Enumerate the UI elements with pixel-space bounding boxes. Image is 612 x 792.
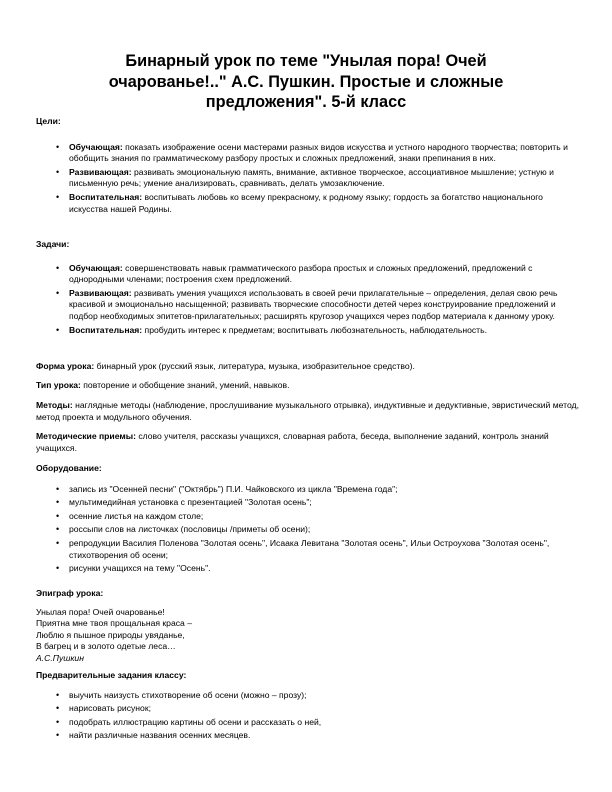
- title-line-2: очарованье!.." А.С. Пушкин. Простые и сложные: [108, 72, 504, 91]
- list-item: [36, 263, 581, 286]
- item-label: Обучающая:: [69, 141, 123, 152]
- poem-author: А.С.Пушкин: [36, 652, 84, 663]
- list-item: • мультимедийная установка с презентацией "Золотая осень";: [36, 497, 581, 509]
- form-label: Форма урока:: [36, 361, 95, 371]
- equipment-section: [36, 463, 581, 577]
- item-text: пробудить интерес к предметам; воспитывать любознательность, наблюдательность.: [142, 324, 487, 335]
- list-item: [36, 288, 581, 323]
- list-item: • нарисовать рисунок;: [36, 703, 581, 715]
- prelim-heading: Предварительные задания классу:: [36, 670, 187, 680]
- item-label: Развивающая:: [69, 166, 132, 177]
- title-line-3: предложения". 5-й класс: [205, 93, 407, 111]
- list-item: • подобрать иллюстрацию картины об осени и рассказать о ней,: [36, 717, 581, 729]
- form-text: бинарный урок (русский язык, литература, музыка, изобразительное средство).: [94, 361, 415, 371]
- tasks-list: [36, 263, 581, 337]
- type-text: повторение и обобщение знаний, умений, навыков.: [80, 380, 290, 390]
- poem-line: Приятна мне твоя прощальная краса –: [36, 618, 192, 629]
- prelim-section: [36, 670, 581, 744]
- lesson-techniques: [36, 431, 581, 454]
- prelim-list: [36, 690, 581, 742]
- item-text: показать изображение осени мастерами разных видов искусства и устного народного творчества; повторить и обобщить знания по грамматическому разбору простых и сложных предложений, знаки препинания в них.: [69, 141, 568, 164]
- list-item: [36, 142, 581, 165]
- goals-list: [36, 142, 581, 216]
- list-item: • рисунки учащихся на тему "Осень".: [36, 563, 581, 575]
- equipment-heading: Оборудование:: [36, 463, 102, 473]
- item-text: развивать эмоциональную память, внимание, активное творческое, ассоциативное мышление; устную и письменную речь; умение анализировать, сравнивать, делать умозаключение.: [69, 166, 554, 189]
- lesson-form: [36, 361, 581, 373]
- lesson-methods: [36, 400, 581, 423]
- list-item: [36, 192, 581, 215]
- poem-line: Унылая пора! Очей очарованье!: [36, 606, 165, 617]
- list-item: • запись из "Осенней песни" ("Октябрь") П.И. Чайковского из цикла "Времена года";: [36, 484, 581, 496]
- goals-heading: Цели:: [36, 116, 61, 126]
- list-item: [36, 325, 581, 337]
- techniques-text: слово учителя, рассказы учащихся, словарная работа, беседа, выполнение заданий, контроль знаний учащихся.: [36, 431, 549, 453]
- epigraph-section: [36, 588, 581, 665]
- poem-line: В багрец и в золото одетые леса…: [36, 641, 176, 652]
- list-item: • найти различные названия осенних месяцев.: [36, 730, 581, 742]
- title-line-1: Бинарный урок по теме "Унылая пора! Очей: [125, 52, 487, 70]
- item-label: Развивающая:: [69, 287, 132, 298]
- type-label: Тип урока:: [36, 380, 81, 390]
- goals-section: [36, 116, 581, 217]
- methods-label: Методы:: [36, 400, 73, 410]
- item-text: воспитывать любовь ко всему прекрасному, к родному языку; гордость за богатство национального искусства нашей Родины.: [69, 191, 543, 214]
- lesson-type: [36, 380, 581, 392]
- item-text: совершенствовать навык грамматического разбора простых и сложных предложений, предложений с однородными членами; построения схем предложений.: [69, 262, 533, 285]
- epigraph-heading: Эпиграф урока:: [36, 588, 104, 598]
- tasks-section: [36, 239, 581, 338]
- poem-line: Люблю я пышное природы увяданье,: [36, 629, 185, 640]
- epigraph-poem: [36, 607, 581, 665]
- methods-text: наглядные методы (наблюдение, прослушивание музыкального отрывка), индуктивные и дедуктивные, эвристический метод, метод проекта и модульного обучения.: [36, 400, 579, 422]
- item-label: Воспитательная:: [69, 191, 143, 202]
- tasks-heading: Задачи:: [36, 239, 70, 249]
- list-item: [36, 167, 581, 190]
- item-text: развивать умения учащихся использовать в своей речи прилагательные – определения, делая свою речь красивой и эмоционально насыщенной; развивать творческие способности детей через конструирование предложений и подбор необходимых эпитетов-прилагательных; расширять кругозор учащихся через подбор материала к данному уроку.: [69, 287, 558, 321]
- list-item: • выучить наизусть стихотворение об осени (можно – прозу);: [36, 690, 581, 702]
- equipment-list: [36, 484, 581, 575]
- item-label: Обучающая:: [69, 262, 123, 273]
- list-item: • осенние листья на каждом столе;: [36, 511, 581, 523]
- list-item: • россыпи слов на листочках (пословицы /приметы об осени);: [36, 524, 581, 536]
- techniques-label: Методические приемы:: [36, 431, 136, 441]
- page-title: [60, 51, 552, 113]
- list-item: • репродукции Василия Поленова "Золотая осень", Исаака Левитана "Золотая осень", Ильи Остроухова "Золотая осень", стихотворения об осени;: [36, 538, 581, 561]
- item-label: Воспитательная:: [69, 324, 143, 335]
